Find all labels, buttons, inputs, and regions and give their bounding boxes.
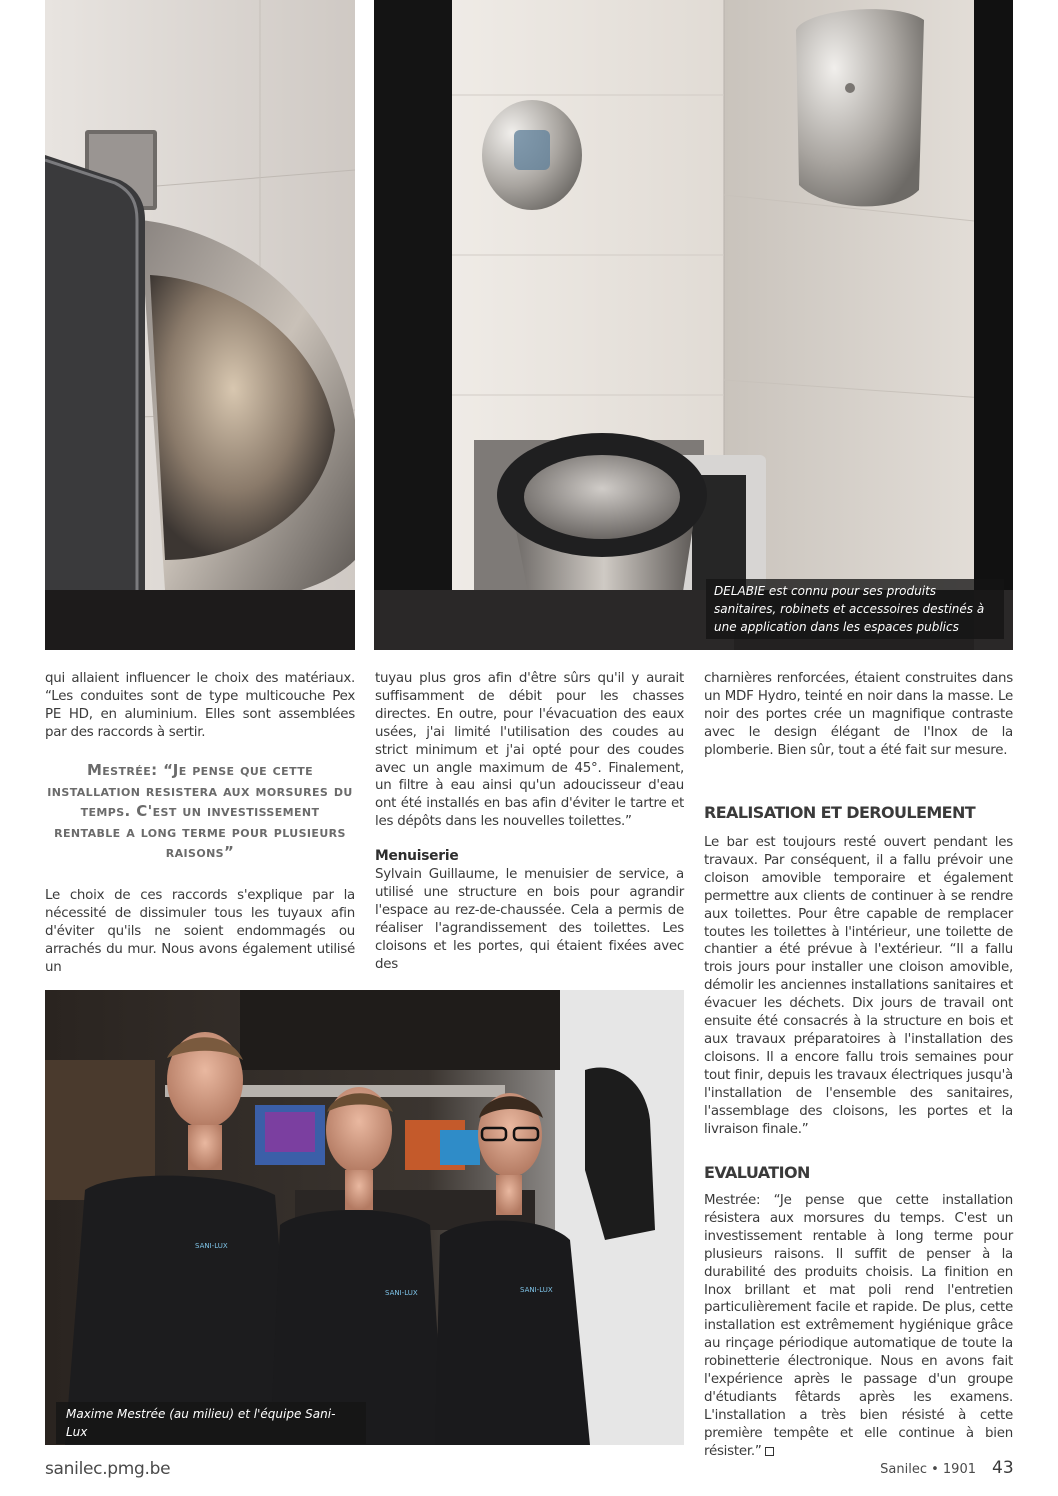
paragraph: Le bar est toujours resté ouvert pendant les travaux. Par conséquent, il a fallu prévoir une cloison amovible temporaire et également permettre aux clients de continuer à se rendre aux toilettes. Pour être capable de remplacer toutes les toilettes à l'intérieur, une toilette de chantier a été prévue à l'extérieur. “Il a fallu trois jours pour installer une cloison amovible, démolir les anciennes installations sanitaires et évacuer les déchets. Dix jours de travail ont ensuite été consacrés à la structure en bois et aux travaux préparatoires à l'installation des cloisons. Il a encore fallu trois semaines pour tout finir, depuis les travaux électriques jusqu'à l'installation de l'ensemble des sanitaires, l'assemblage des cloisons, les portes et la livraison finale.”: [704, 835, 1013, 1137]
paragraph-text: Mestrée: “Je pense que cette installation résistera aux morsures du temps. C'est un investissement rentable à long terme pour plusieurs raisons. Il suffit de penser à la durabilité des produits choisis. La finition en Inox brillant et mat poli rend l'entretien particulièrement facile et rapide. De plus, cette installation est extrêmement hygiénique grâce au rinçage périodique automatique de toute la robinetterie électronique. Nous en avons fait l'expérience après le passage d'un groupe d'étudiants fêtards après les examens. L'installation a très bien résisté à cette première tempête et elle continue à bien résister.”: [704, 1193, 1013, 1459]
toilet-cubicle-photo: [374, 0, 1013, 650]
column-2-text: [375, 670, 684, 974]
column-1-text-bottom: [45, 887, 355, 977]
footer-website: sanilec.pmg.be: [45, 1459, 171, 1479]
end-of-article-checkbox-icon: [765, 1447, 774, 1456]
paragraph: qui allaient influencer le choix des matériaux. “Les conduites sont de type multicouche Pex PE HD, en aluminium. Elles sont assemblées par des raccords à sertir.: [45, 671, 355, 740]
urinal-photo: [45, 0, 355, 650]
column-3-text-middle: [704, 834, 1013, 1138]
page-number: 43: [992, 1458, 1014, 1478]
sani-lux-logo-left: SANI-LUX: [195, 1242, 228, 1250]
paragraph: charnières renforcées, étaient construites dans un MDF Hydro, teinté en noir dans la masse. Le noir des portes crée un magnifique contraste avec le design élégant de l'Inox de la plomberie. Bien sûr, tout a été fait sur mesure.: [704, 671, 1013, 758]
sani-lux-logo-right: SANI-LUX: [520, 1286, 553, 1294]
sani-lux-logo-middle: SANI-LUX: [385, 1289, 418, 1297]
pull-quote: Mestrée: “Je pense que cette installation resistera aux morsures du temps. C'est un investissement rentable a long terme pour plusieurs raisons”: [47, 761, 353, 861]
team-photo: [45, 990, 684, 1445]
section-heading-evaluation: EVALUATION: [704, 1163, 810, 1182]
photo-caption-team: Maxime Mestrée (au milieu) et l'équipe Sani-Lux: [56, 1402, 366, 1444]
subheading-menuiserie: Menuiserie: [375, 848, 459, 865]
paragraph: Sylvain Guillaume, le menuisier de service, a utilisé une structure en bois pour agrandir l'espace au rez-de-chaussée. Cela a permis de réaliser l'agrandissement des toilettes. Les cloisons et les portes, qui étaient fixées avec des: [375, 867, 684, 972]
paragraph: [704, 1192, 1013, 1461]
paragraph: tuyau plus gros afin d'être sûrs qu'il y aurait suffisamment de débit pour les chasses directes. En outre, pour l'évacuation des eaux usées, j'ai limité l'utilisation des coudes au strict minimum et j'ai opté pour des coudes avec un angle maximum de 45°. Finalement, un filtre à eau ainsi qu'un adoucisseur d'eau ont été installés en bas afin d'éviter le tartre et les dépôts dans les nouvelles toilettes.”: [375, 671, 684, 830]
column-3-text-bottom: [704, 1192, 1013, 1461]
photo-caption-delabie: DELABIE est connu pour ses produits sanitaires, robinets et accessoires destinés à une application dans les espaces publics: [706, 579, 1004, 639]
footer-magazine-issue: Sanilec • 1901: [880, 1462, 976, 1477]
paragraph: Le choix de ces raccords s'explique par la nécessité de dissimuler tous les tuyaux afin d'éviter qu'ils ne soient endommagés ou arrachés du mur. Nous avons également utilisé un: [45, 888, 355, 975]
column-1-text-top: [45, 670, 355, 742]
column-3-text-top: [704, 670, 1013, 760]
section-heading-realisation: REALISATION ET DEROULEMENT: [704, 803, 976, 822]
